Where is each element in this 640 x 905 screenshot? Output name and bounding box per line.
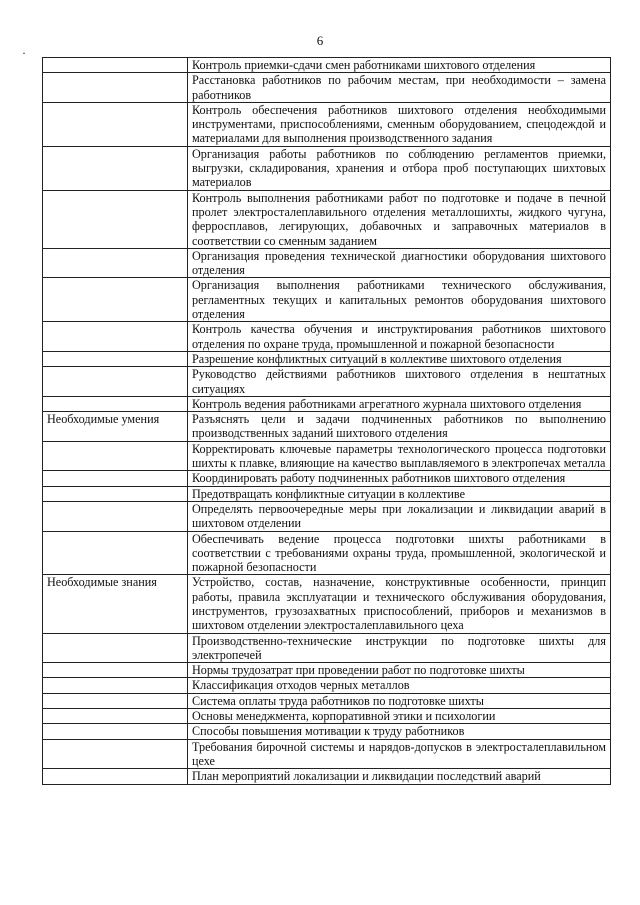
table-row	[43, 190, 611, 248]
action-cell: Руководство действиями работников шихтового отделения в нештатных ситуациях	[188, 367, 611, 397]
knowledge-cell: Основы менеджмента, корпоративной этики и психологии	[188, 709, 611, 724]
table-row	[43, 739, 611, 769]
label-cell	[43, 486, 188, 501]
table-row	[43, 351, 611, 366]
knowledge-label: Необходимые знания	[43, 575, 188, 633]
skills-label: Необходимые умения	[43, 412, 188, 442]
action-cell: Контроль обеспечения работников шихтового отделения необходимыми инструментами, приспособлениями, сменным оборудованием, спецодеждой и материалами для выполнения производственного задания	[188, 102, 611, 146]
table-row	[43, 663, 611, 678]
label-cell	[43, 709, 188, 724]
knowledge-cell: Устройство, состав, назначение, конструктивные особенности, принцип работы, правила эксплуатации и технического обслуживания оборудования, инструментов, грузозахватных приспособлений, приборов и механизмов в шихтовом отделении электросталеплавильного цеха	[188, 575, 611, 633]
table-row	[43, 575, 611, 633]
knowledge-cell: Требования бирочной системы и нарядов-допусков в электросталеплавильном цехе	[188, 739, 611, 769]
table-row	[43, 102, 611, 146]
page-number: 6	[316, 33, 324, 48]
action-cell: Организация выполнения работниками технического обслуживания, регламентных текущих и капитальных ремонтов оборудования шихтового отделения	[188, 278, 611, 322]
label-cell	[43, 58, 188, 73]
knowledge-cell: Классификация отходов черных металлов	[188, 678, 611, 693]
table-row	[43, 441, 611, 471]
skill-cell: Обеспечивать ведение процесса подготовки шихты работниками в соответствии с требованиями охраны труда, промышленной, экологической и пожарной безопасности	[188, 531, 611, 575]
label-cell	[43, 471, 188, 486]
label-cell	[43, 396, 188, 411]
table-row	[43, 693, 611, 708]
knowledge-cell: Система оплаты труда работников по подготовке шихты	[188, 693, 611, 708]
label-cell	[43, 102, 188, 146]
table-row	[43, 412, 611, 442]
label-cell	[43, 633, 188, 663]
label-cell	[43, 769, 188, 784]
table-row	[43, 769, 611, 784]
table-row	[43, 278, 611, 322]
action-cell: Контроль приемки-сдачи смен работниками шихтового отделения	[188, 58, 611, 73]
table-row	[43, 678, 611, 693]
skill-cell: Разъяснять цели и задачи подчиненных работников по выполнению производственных заданий шихтового отделения	[188, 412, 611, 442]
table-row	[43, 709, 611, 724]
action-cell: Организация работы работников по соблюдению регламентов приемки, выгрузки, складирования, хранения и отбора проб поступающих шихтовых материалов	[188, 146, 611, 190]
label-cell	[43, 693, 188, 708]
table-row	[43, 486, 611, 501]
table-row	[43, 501, 611, 531]
skill-cell: Определять первоочередные меры при локализации и ликвидации аварий в шихтовом отделении	[188, 501, 611, 531]
label-cell	[43, 367, 188, 397]
knowledge-cell: Производственно-технические инструкции по подготовке шихты для электропечей	[188, 633, 611, 663]
skill-cell: Координировать работу подчиненных работников шихтового отделения	[188, 471, 611, 486]
label-cell	[43, 441, 188, 471]
table-row	[43, 633, 611, 663]
label-cell	[43, 501, 188, 531]
table-row	[43, 396, 611, 411]
action-cell: Контроль качества обучения и инструктирования работников шихтового отделения по охране труда, промышленной и пожарной безопасности	[188, 322, 611, 352]
action-cell: Разрешение конфликтных ситуаций в коллективе шихтового отделения	[188, 351, 611, 366]
table-row	[43, 73, 611, 103]
table-row	[43, 367, 611, 397]
table-row	[43, 531, 611, 575]
action-cell: Расстановка работников по рабочим местам, при необходимости – замена работников	[188, 73, 611, 103]
margin-mark: ·	[22, 46, 26, 60]
knowledge-cell: Способы повышения мотивации к труду работников	[188, 724, 611, 739]
competency-table	[42, 57, 611, 785]
skill-cell: Предотвращать конфликтные ситуации в коллективе	[188, 486, 611, 501]
label-cell	[43, 248, 188, 278]
label-cell	[43, 278, 188, 322]
table-row	[43, 146, 611, 190]
action-cell: Организация проведения технической диагностики оборудования шихтового отделения	[188, 248, 611, 278]
label-cell	[43, 531, 188, 575]
label-cell	[43, 322, 188, 352]
label-cell	[43, 663, 188, 678]
knowledge-cell: Нормы трудозатрат при проведении работ по подготовке шихты	[188, 663, 611, 678]
table-row	[43, 58, 611, 73]
label-cell	[43, 724, 188, 739]
label-cell	[43, 678, 188, 693]
action-cell: Контроль выполнения работниками работ по подготовке и подаче в печной пролет электросталеплавильного отделения металлошихты, жидкого чугуна, ферросплавов, легирующих, добавочных и заправочных материалов в соответствии со сменным заданием	[188, 190, 611, 248]
table-row	[43, 322, 611, 352]
label-cell	[43, 73, 188, 103]
table-row	[43, 248, 611, 278]
skill-cell: Корректировать ключевые параметры технологического процесса подготовки шихты к плавке, влияющие на качество выплавляемого в электропечах металла	[188, 441, 611, 471]
table-row	[43, 471, 611, 486]
label-cell	[43, 739, 188, 769]
label-cell	[43, 146, 188, 190]
knowledge-cell: План мероприятий локализации и ликвидации последствий аварий	[188, 769, 611, 784]
action-cell: Контроль ведения работниками агрегатного журнала шихтового отделения	[188, 396, 611, 411]
label-cell	[43, 351, 188, 366]
label-cell	[43, 190, 188, 248]
table-row	[43, 724, 611, 739]
